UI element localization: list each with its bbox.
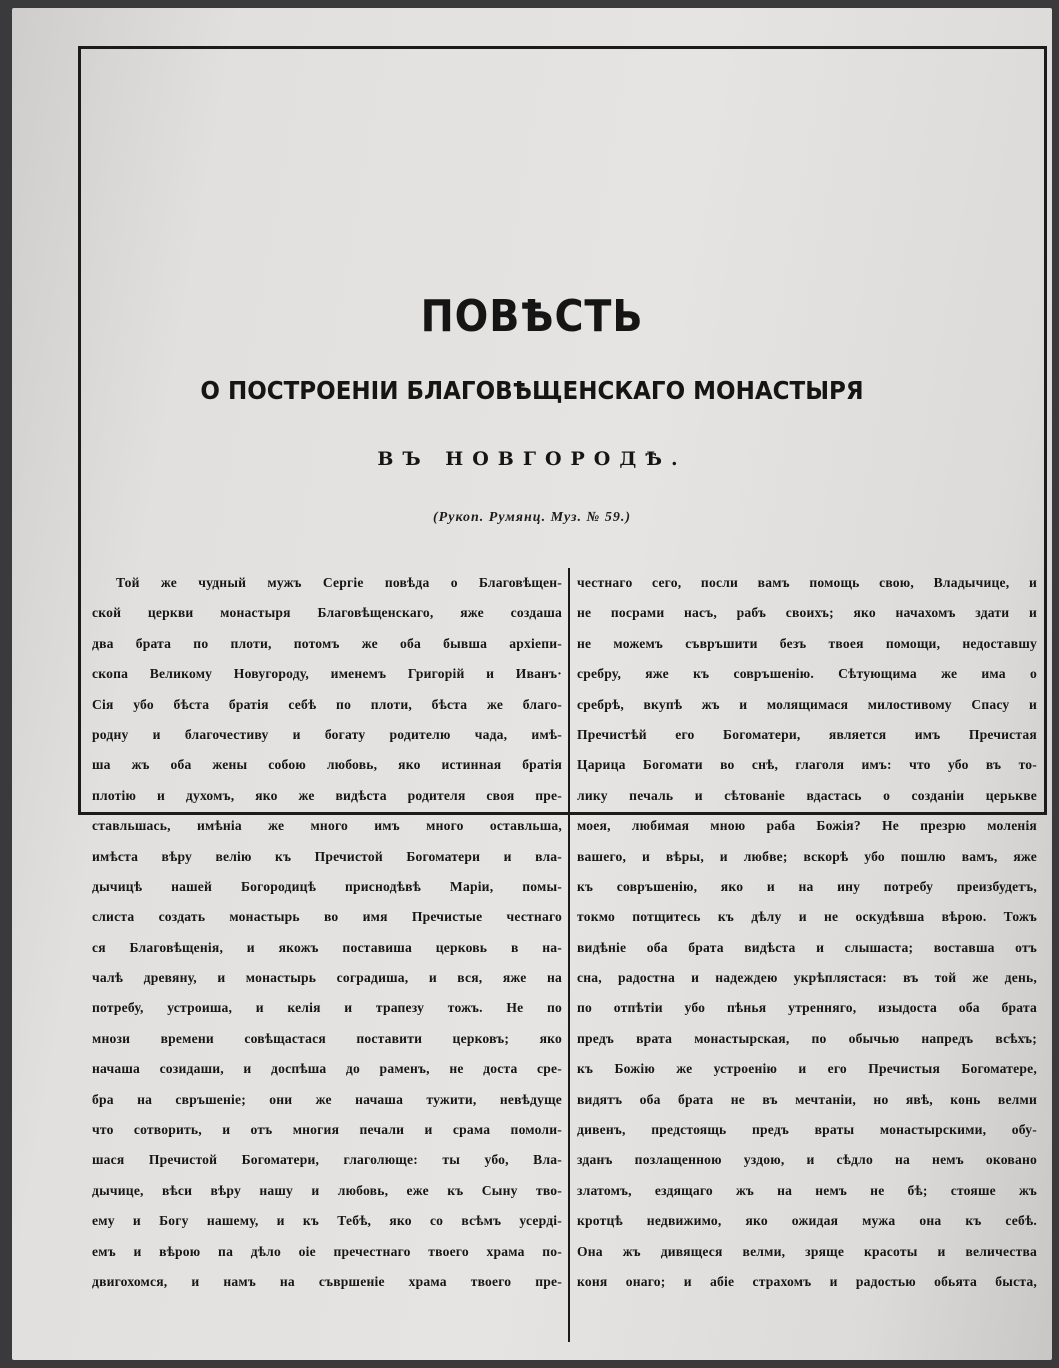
text-line: златомъ, ездящаго жъ на немъ не бѣ; стояше жъ xyxy=(577,1182,1037,1198)
text-line: шася Пречистой Богоматери, глаголюще: ты убо, Вла- xyxy=(92,1152,562,1168)
text-line: родну и благочестиву и богату родителю чада, имѣ- xyxy=(92,726,562,742)
text-line: емъ и вѣрою па дѣло оіе пречестнаго твоего храма по- xyxy=(92,1243,562,1259)
page-title: ПОВѢСТЬ xyxy=(420,291,644,342)
text-line: кротцѣ недвижимо, яко ожидая мужа она къ себѣ. xyxy=(577,1213,1037,1229)
text-line: сна, радостна и надеждею укрѣплястася: въ той же день, xyxy=(577,970,1037,986)
text-line: не можемъ съвръшити безъ твоея помощи, недоставшу xyxy=(577,635,1037,651)
text-line: имѣста вѣру велію къ Пречистой Богоматери и вла- xyxy=(92,848,562,864)
source-citation: (Рукоп. Румянц. Муз. № 59.) xyxy=(433,510,631,525)
text-line: что сотворить, и отъ многия печали и срама помоли- xyxy=(92,1122,562,1138)
text-line: къ Божію же устроенію и его Пречистыя Богоматере, xyxy=(577,1061,1037,1077)
text-line: чалѣ древяну, и монастырь соградиша, и вся, яже на xyxy=(92,970,562,986)
text-line: не посрами насъ, рабъ своихъ; яко начахомъ здати и xyxy=(577,605,1037,621)
text-line: Она жъ дивящеся велми, зряще красоты и величества xyxy=(577,1243,1037,1259)
location-heading: ВЪ НОВГОРОДѢ. xyxy=(377,448,687,470)
text-line: лику печаль и сѣтованіе вдастась о созданіи церькве xyxy=(577,787,1037,803)
text-line: зданъ позлащенною уздою, и сѣдло на немъ оковано xyxy=(577,1152,1037,1168)
text-column-right xyxy=(577,568,1037,1289)
text-line: предъ врата монастырская, по обычью напредъ всѣхъ; xyxy=(577,1030,1037,1046)
text-line: скопа Великому Новугороду, именемъ Григорій и Иванъ· xyxy=(92,666,562,682)
text-line: ша жъ оба жены собою любовь, яко истинная братія xyxy=(92,757,562,773)
text-line: по отпѣтіи убо пѣнья утренняго, изыдоста оба брата xyxy=(577,1000,1037,1016)
text-line: начаша созидаши, и доспѣша до раменъ, не доста сре- xyxy=(92,1061,562,1077)
text-line: сребрѣ, вкупѣ жъ и молящимася милостивому Спасу и xyxy=(577,696,1037,712)
text-line: бра на свръшеніе; они же начаша тужити, невѣдуще xyxy=(92,1091,562,1107)
text-line: моея, любимая мною раба Божія? Не презрю моленія xyxy=(577,818,1037,834)
text-line: видятъ оба брата не въ мечтаніи, но явѣ, конь велми xyxy=(577,1091,1037,1107)
text-line: Той же чудный мужъ Сергіе повѣда о Благовѣщен- xyxy=(116,575,562,590)
text-line: слиста создать монастырь во имя Пречистые честнаго xyxy=(92,909,562,925)
text-line: ставльшась, имѣніа же много имъ много оставльша, xyxy=(92,818,562,834)
text-line: коня онаго; и абіе страхомъ и радостью обьята быста, xyxy=(577,1273,1037,1289)
text-line: къ совръшенію, яко и на ину потребу преизбудетъ, xyxy=(577,878,1037,894)
text-line: вашего, и вѣры, и любве; вскорѣ убо пошлю вамъ, яже xyxy=(577,848,1037,864)
text-line: видѣніе оба брата видѣста и слышаста; воставша отъ xyxy=(577,939,1037,955)
text-line: честнаго сего, посли вамъ помощь свою, Владычице, и xyxy=(577,575,1037,590)
column-divider xyxy=(568,568,570,1342)
text-line: дычицѣ нашей Богородицѣ приснодѣвѣ Маріи, помы- xyxy=(92,878,562,894)
text-line: Царица Богомати во снѣ, глаголя имъ: что убо въ то- xyxy=(577,757,1037,773)
text-line: дычице, вѣси вѣру нашу и любовь, еже къ Сыну тво- xyxy=(92,1182,562,1198)
text-line: мнози времени совѣщастася поставити церковъ; яко xyxy=(92,1030,562,1046)
text-line: сребру, яже къ совръшенію. Сѣтующима же има о xyxy=(577,666,1037,682)
text-line: Пречистѣй его Богоматери, является имъ Пречистая xyxy=(577,726,1037,742)
text-line: два брата по плоти, потомъ же оба бывша архіепи- xyxy=(92,635,562,651)
text-line: двигохомся, и намъ на съвршеніе храма твоего пре- xyxy=(92,1273,562,1289)
text-line: дивенъ, предстоящь предъ враты монастырскими, обу- xyxy=(577,1122,1037,1138)
page-subtitle: О ПОСТРОЕНІИ БЛАГОВѢЩЕНСКАГО МОНАСТЫРЯ xyxy=(200,376,864,405)
text-line: ся Благовѣщенія, и якожъ поставиша церковь в на- xyxy=(92,939,562,955)
text-line: ему и Богу нашему, и къ Тебѣ, яко со всѣмъ усерді- xyxy=(92,1213,562,1229)
book-page xyxy=(12,8,1052,1360)
text-line: Сія убо бѣста братія себѣ по плоти, бѣста же благо- xyxy=(92,696,562,712)
text-line: плотію и духомъ, яко же видѣста родителя своя пре- xyxy=(92,787,562,803)
text-column-left xyxy=(92,568,562,1289)
text-line: токмо потщитесь къ дѣлу и не оскудѣвша вѣрою. Тожъ xyxy=(577,909,1037,925)
text-line: потребу, устроиша, и келія и трапезу тожъ. Не по xyxy=(92,1000,562,1016)
text-line: ской церкви монастыря Благовѣщенскаго, яже создаша xyxy=(92,605,562,621)
